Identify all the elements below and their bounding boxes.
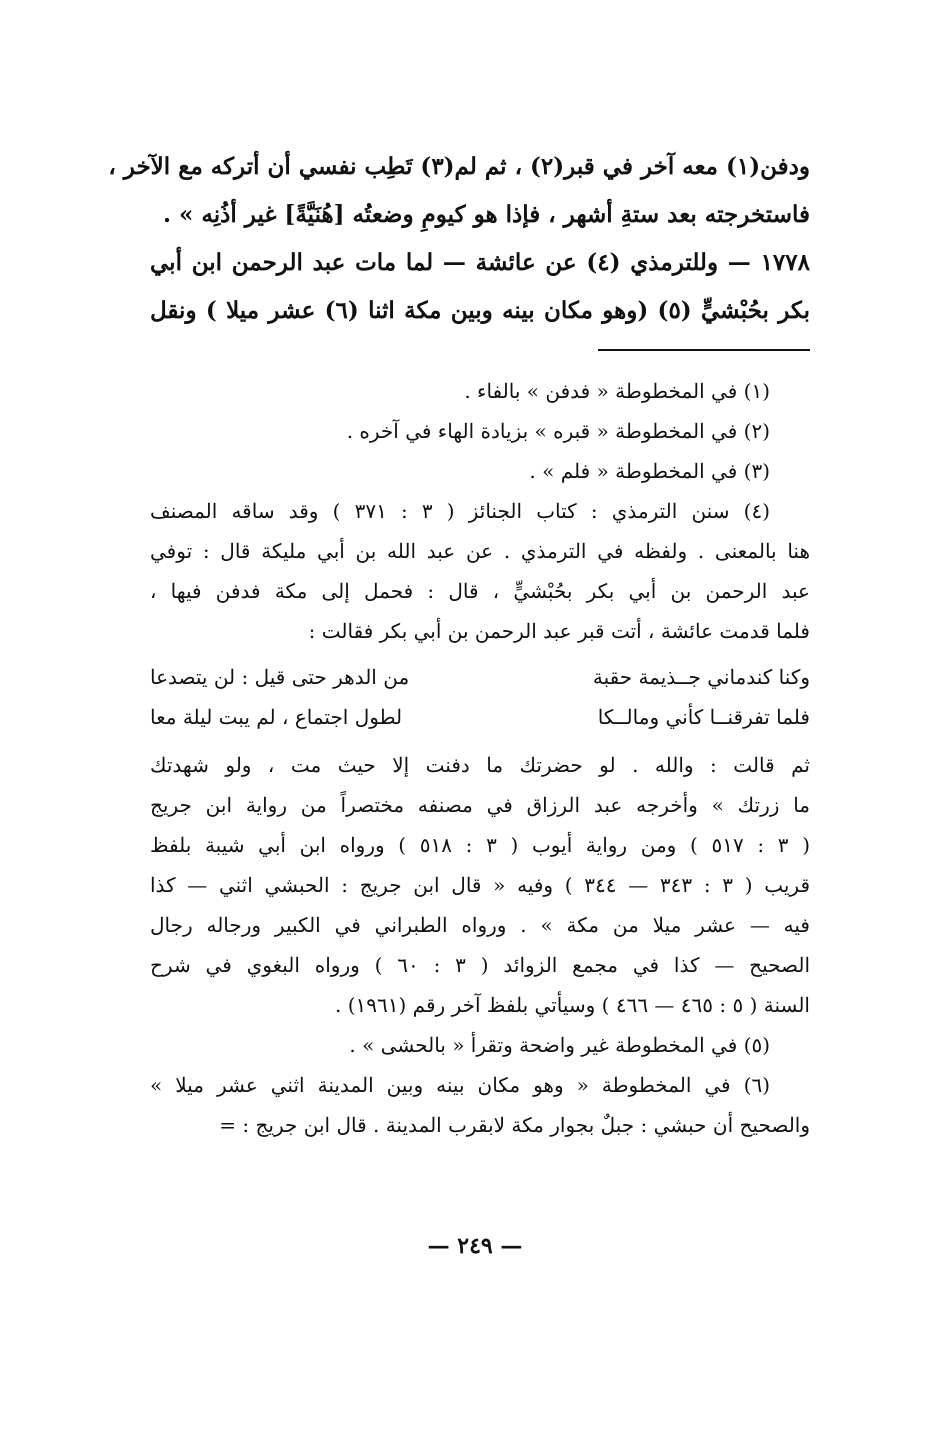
page-number: — ٢٤٩ — — [427, 1233, 523, 1259]
footnote-1: (١) في المخطوطة « فدفن » بالفاء . — [464, 379, 770, 403]
main-text-line: ودفن(١) معه آخر في قبر(٢) ، ثم لم(٣) تَطِب نفسي أن أتركه مع الآخر ، — [108, 153, 810, 180]
footnote-4-continued-line: الصحيح — كذا في مجمع الزوائد ( ٣ : ٦٠ ) ورواه البغوي في شرح — [150, 953, 811, 977]
poem-verse — [150, 697, 810, 737]
footnote-4-line: (٤) سنن الترمذي : كتاب الجنائز ( ٣ : ٣٧١ ) وقد ساقه المصنف — [150, 499, 771, 523]
footnote-4-continued-line: فيه — عشر ميلا من مكة » . ورواه الطبراني في الكبير ورجاله رجال — [150, 913, 810, 937]
footnotes — [150, 371, 810, 1145]
footnote-4-continued-line: ( ٣ : ٥١٧ ) ومن رواية أيوب ( ٣ : ٥١٨ ) ورواه ابن أبي شيبة بلفظ — [150, 833, 811, 857]
verse-first-hemistich: فلما تفرقنــا كأني ومالــكا — [597, 705, 810, 729]
footnote-2: (٢) في المخطوطة « قبره » بزيادة الهاء في آخره . — [346, 419, 770, 443]
main-text — [108, 143, 810, 335]
main-text-line: بكر بحُبْشيٍّ (٥) (وهو مكان بينه وبين مكة اثنا (٦) عشر ميلا ) ونقل — [150, 297, 810, 324]
footnote-4-continued-line: قريب ( ٣ : ٣٤٣ — ٣٤٤ ) وفيه « قال ابن جريج : الحبشي اثني — كذا — [150, 873, 811, 897]
poem-verse — [150, 657, 810, 697]
poem-verses — [150, 651, 810, 745]
footnote-6-line: (٦) في المخطوطة « وهو مكان بينه وبين المدينة اثني عشر ميلا » — [150, 1073, 770, 1097]
hadith-1778-line: ١٧٧٨ — وللترمذي (٤) عن عائشة — لما مات عبد الرحمن ابن أبي — [150, 249, 810, 276]
footnote-4-line: عبد الرحمن بن أبي بكر بحُبْشيٍّ ، قال : فحمل إلى مكة فدفن فيها ، — [150, 579, 810, 603]
footnote-4-continued-line: ما زرتك » وأخرجه عبد الرزاق في مصنفه مختصراً من رواية ابن جريج — [150, 793, 810, 817]
footnote-3: (٣) في المخطوطة « فلم » . — [529, 459, 770, 483]
footnote-4-line: فلما قدمت عائشة ، أتت قبر عبد الرحمن بن أبي بكر فقالت : — [308, 619, 810, 643]
footnote-6-line: والصحيح أن حبشي : جبلٌ بجوار مكة لابقرب المدينة . قال ابن جريج : = — [219, 1113, 810, 1137]
footnote-4-continued-line: ثم قالت : والله . لو حضرتك ما دفنت إلا حيث مت ، ولو شهدتك — [150, 753, 810, 777]
verse-second-hemistich: من الدهر حتى قيل : لن يتصدعا — [150, 665, 410, 689]
main-text-line: فاستخرجته بعد ستةِ أشهر ، فإذا هو كيومِ وضعتُه [هُنَيَّةً] غير أذُنِه » . — [163, 201, 810, 228]
verse-second-hemistich: لطول اجتماع ، لم يبت ليلة معا — [150, 705, 403, 729]
footnote-separator — [598, 349, 810, 351]
footnote-5: (٥) في المخطوطة غير واضحة وتقرأ « بالحشى » . — [349, 1033, 770, 1057]
footnote-4-continued-line: السنة ( ٥ : ٤٦٥ — ٤٦٦ ) وسيأتي بلفظ آخر رقم (١٩٦١) . — [335, 993, 810, 1017]
footnote-4-line: هنا بالمعنى . ولفظه في الترمذي . عن عبد الله بن أبي مليكة قال : توفي — [150, 539, 810, 563]
verse-first-hemistich: وكنا كندماني جــذيمة حقبة — [592, 665, 810, 689]
